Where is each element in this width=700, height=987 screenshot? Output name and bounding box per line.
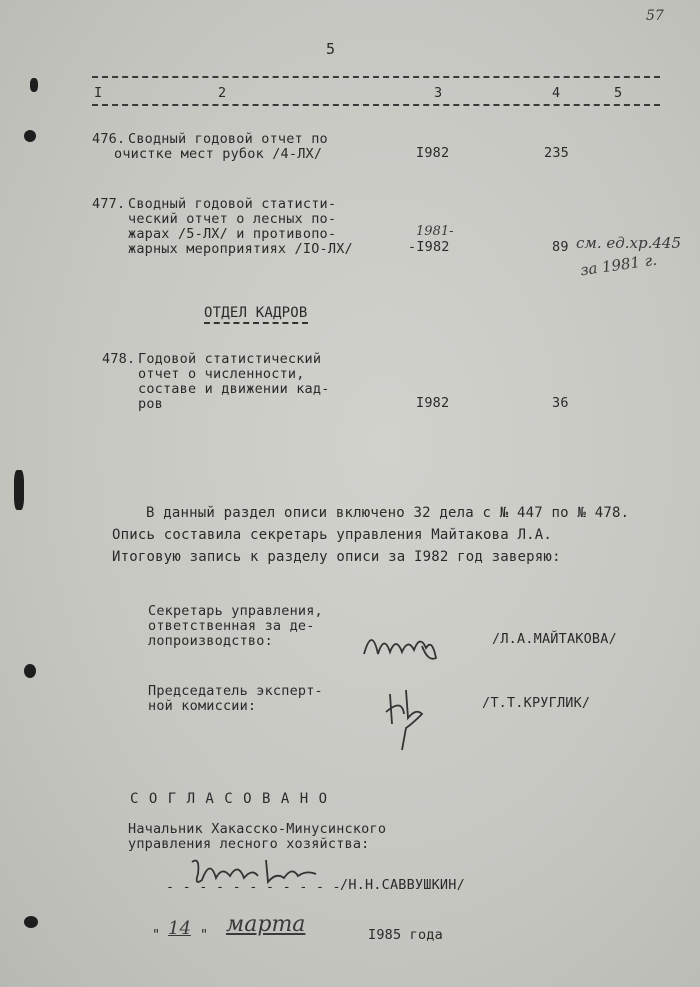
row-title-line: составе и движении кад- [138, 381, 330, 397]
row-count: 235 [544, 145, 569, 161]
signature-scribble [186, 852, 326, 892]
column-header-4: 4 [552, 85, 561, 101]
signatory-role-line: ной комиссии: [148, 698, 257, 714]
binder-hole-mark [14, 470, 24, 510]
signatory-role-line: ответственная за де- [148, 618, 315, 634]
signatory-role-line: Секретарь управления, [148, 603, 323, 619]
approval-signature-line: - - - - - - - - - - - [166, 879, 341, 895]
date-month: марта [226, 912, 306, 937]
summary-line: Опись составила секретарь управления Майтакова Л.А. [112, 527, 553, 543]
column-header-3: 3 [434, 85, 443, 101]
approval-name: /Н.Н.САВВУШКИН/ [340, 877, 465, 893]
approval-role-line: управления лесного хозяйства: [128, 836, 370, 852]
row-year-handwritten: 1981- [416, 224, 454, 239]
row-title-line: Сводный годовой статисти- [128, 196, 337, 212]
approval-title: С О Г Л А С О В А Н О [130, 791, 329, 807]
row-title-line: ческий отчет о лесных по- [128, 211, 337, 227]
row-title-line: очистке мест рубок /4-ЛХ/ [114, 146, 323, 162]
signatory-name: /Т.Т.КРУГЛИК/ [482, 695, 591, 711]
binder-hole-mark [24, 130, 36, 142]
row-title-line: отчет о численности, [138, 366, 305, 382]
row-year: I982 [416, 395, 450, 411]
signatory-name: /Л.А.МАЙТАКОВА/ [492, 631, 617, 647]
row-year: -I982 [408, 239, 450, 255]
row-title-line: жарах /5-ЛХ/ и противопо- [128, 226, 337, 242]
row-title-line: Сводный годовой отчет по [128, 131, 328, 147]
date-year: I985 года [368, 927, 443, 943]
column-header-5: 5 [614, 85, 623, 101]
summary-line: Итоговую запись к разделу описи за I982 год заверяю: [112, 549, 561, 565]
handwritten-note-line: см. ед.хр.445 [576, 234, 681, 252]
signature-scribble [362, 624, 442, 664]
table-top-rule [92, 76, 660, 78]
signatory-role-line: Председатель эксперт- [148, 683, 323, 699]
column-header-1: I [94, 85, 103, 101]
archive-sheet-number: 57 [646, 8, 664, 24]
table-header-rule [92, 104, 660, 106]
signatory-role-line: лопроизводство: [148, 633, 273, 649]
row-count: 36 [552, 395, 569, 411]
row-title-line: жарных мероприятиях /IO-ЛХ/ [128, 241, 353, 257]
section-title: ОТДЕЛ КАДРОВ [204, 306, 308, 324]
row-title-line: Годовой статистический [138, 351, 322, 367]
handwritten-note-line: за 1981 г. [579, 250, 659, 280]
signature-scribble [382, 684, 432, 754]
row-number: 478. [102, 351, 136, 367]
row-number: 476. [92, 131, 126, 147]
date-quote-close: " [200, 927, 209, 943]
binder-hole-mark [24, 916, 38, 928]
date-day: 14 [168, 918, 191, 939]
row-year: I982 [416, 145, 450, 161]
page-number: 5 [326, 40, 336, 58]
approval-role-line: Начальник Хакасско-Минусинского [128, 821, 387, 837]
column-header-2: 2 [218, 85, 227, 101]
date-quote-open: " [152, 927, 161, 943]
binder-hole-mark [30, 78, 38, 92]
binder-hole-mark [24, 664, 36, 678]
row-count: 89 [552, 239, 569, 255]
summary-line: В данный раздел описи включено 32 дела с № 447 по № 478. [146, 505, 630, 521]
row-title-line: ров [138, 396, 163, 412]
row-number: 477. [92, 196, 126, 212]
